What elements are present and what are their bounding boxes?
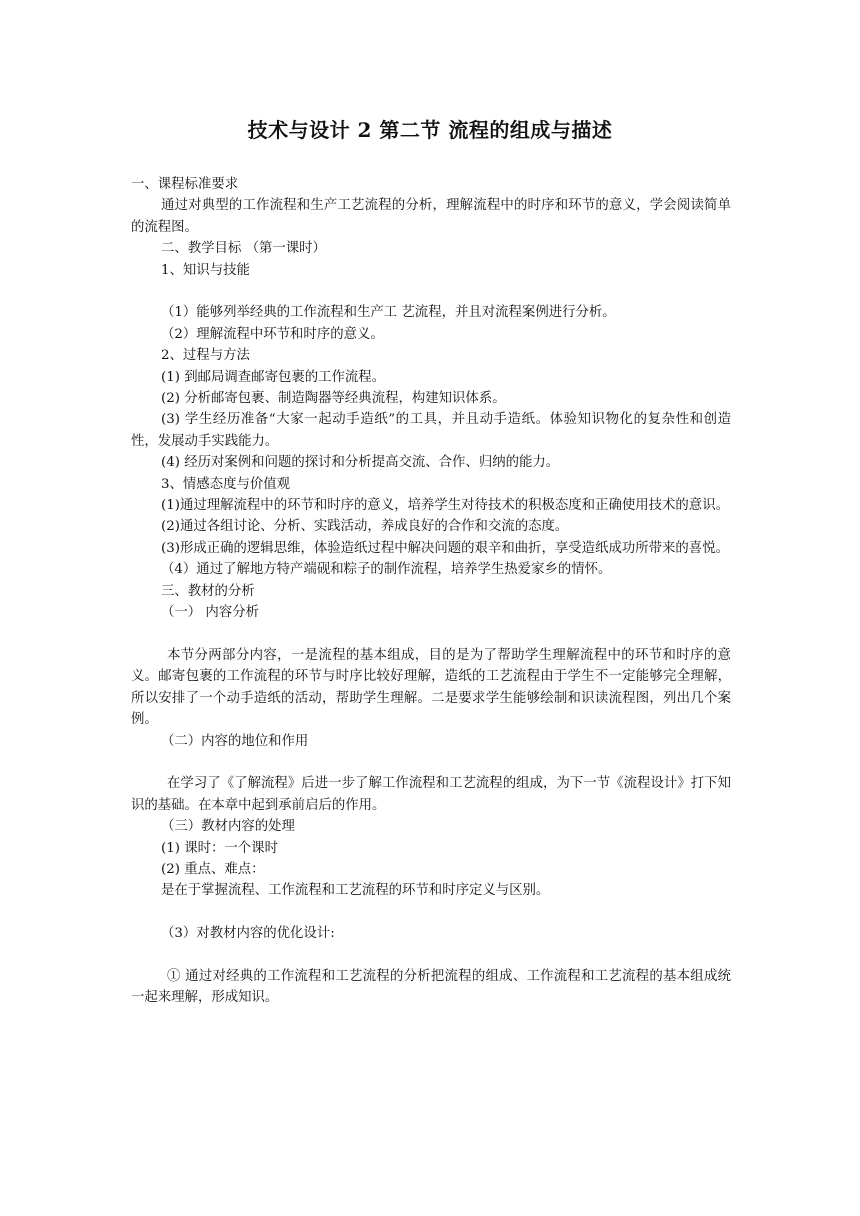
list-item: (1) 到邮局调查邮寄包裹的工作流程。 — [161, 369, 386, 385]
subsection-heading: 1、知识与技能 — [161, 262, 250, 278]
section-heading: 三、教材的分析 — [161, 583, 255, 599]
section-heading: 二、教学目标 （第一课时） — [161, 241, 326, 257]
list-item: （4）通过了解地方特产端砚和粽子的制作流程，培养学生热爱家乡的情怀。 — [161, 562, 612, 578]
section-heading: 一、课程标准要求 — [131, 177, 239, 192]
list-item: (2) 分析邮寄包裹、制造陶器等经典流程，构建知识体系。 — [161, 391, 506, 407]
list-item: （3）对教材内容的优化设计: — [161, 926, 335, 942]
list-item: (2) 重点、难点： — [161, 861, 265, 877]
list-item: ① 通过对经典的工作流程和工艺流程的分析把流程的组成、工作流程和工艺流程的基本组成统一起来理解，形成知识。 — [131, 968, 731, 1006]
blank-line — [131, 752, 731, 773]
list-item: (2)通过各组讨论、分析、实践活动，养成良好的合作和交流的态度。 — [161, 519, 569, 535]
page-title: 技术与设计 2 第二节 流程的组成与描述 — [247, 118, 613, 142]
blank-line — [131, 281, 731, 302]
paragraph: 通过对典型的工作流程和生产工艺流程的分析，理解流程中的时序和环节的意义，学会阅读简单的流程图。 — [131, 198, 731, 235]
paragraph: 是在于掌握流程、工作流程和工艺流程的环节和时序定义与区别。 — [161, 883, 550, 899]
blank-line — [131, 902, 731, 923]
subsection-heading: 3、情感态度与价值观 — [161, 476, 291, 492]
blank-line — [131, 624, 731, 645]
document-body — [131, 174, 731, 1009]
subsection-heading: （二）内容的地位和作用 — [161, 733, 309, 749]
list-item: (4) 经历对案例和问题的探讨和分析提高交流、合作、归纳的能力。 — [161, 455, 560, 471]
paragraph: 在学习了《了解流程》后进一步了解工作流程和工艺流程的组成，为下一节《流程设计》打下知识的基础。在本章中起到承前启后的作用。 — [131, 776, 731, 813]
paragraph: 本节分两部分内容，一是流程的基本组成，目的是为了帮助学生理解流程中的环节和时序的意义。邮寄包裹的工作流程的环节与时序比较好理解，造纸的工艺流程由于学生不一定能够完全理解，所以安排了一个动手造纸的活动，帮助学生理解。二是要求学生能够绘制和识读流程图，列出几个案例。 — [131, 647, 731, 728]
subsection-heading: （一） 内容分析 — [161, 605, 259, 621]
list-item: (3)形成正确的逻辑思维，体验造纸过程中解决问题的艰辛和曲折，享受造纸成功所带来的喜悦。 — [161, 540, 729, 556]
subsection-heading: （三）教材内容的处理 — [161, 819, 295, 835]
subsection-heading: 2、过程与方法 — [161, 348, 250, 364]
list-item: (1) 课时：一个课时 — [161, 840, 278, 856]
list-item: （2）理解流程中环节和时序的意义。 — [161, 326, 384, 342]
list-item: (3) 学生经历准备“大家一起动手造纸”的工具，并且动手造纸。体验知识物化的复杂性和创造性，发展动手实践能力。 — [131, 412, 731, 449]
list-item: （1）能够列举经典的工作流程和生产工 艺流程，并且对流程案例进行分析。 — [161, 305, 616, 321]
list-item: (1)通过理解流程中的环节和时序的意义，培养学生对待技术的积极态度和正确使用技术的意识。 — [161, 498, 729, 514]
blank-line — [131, 945, 731, 966]
